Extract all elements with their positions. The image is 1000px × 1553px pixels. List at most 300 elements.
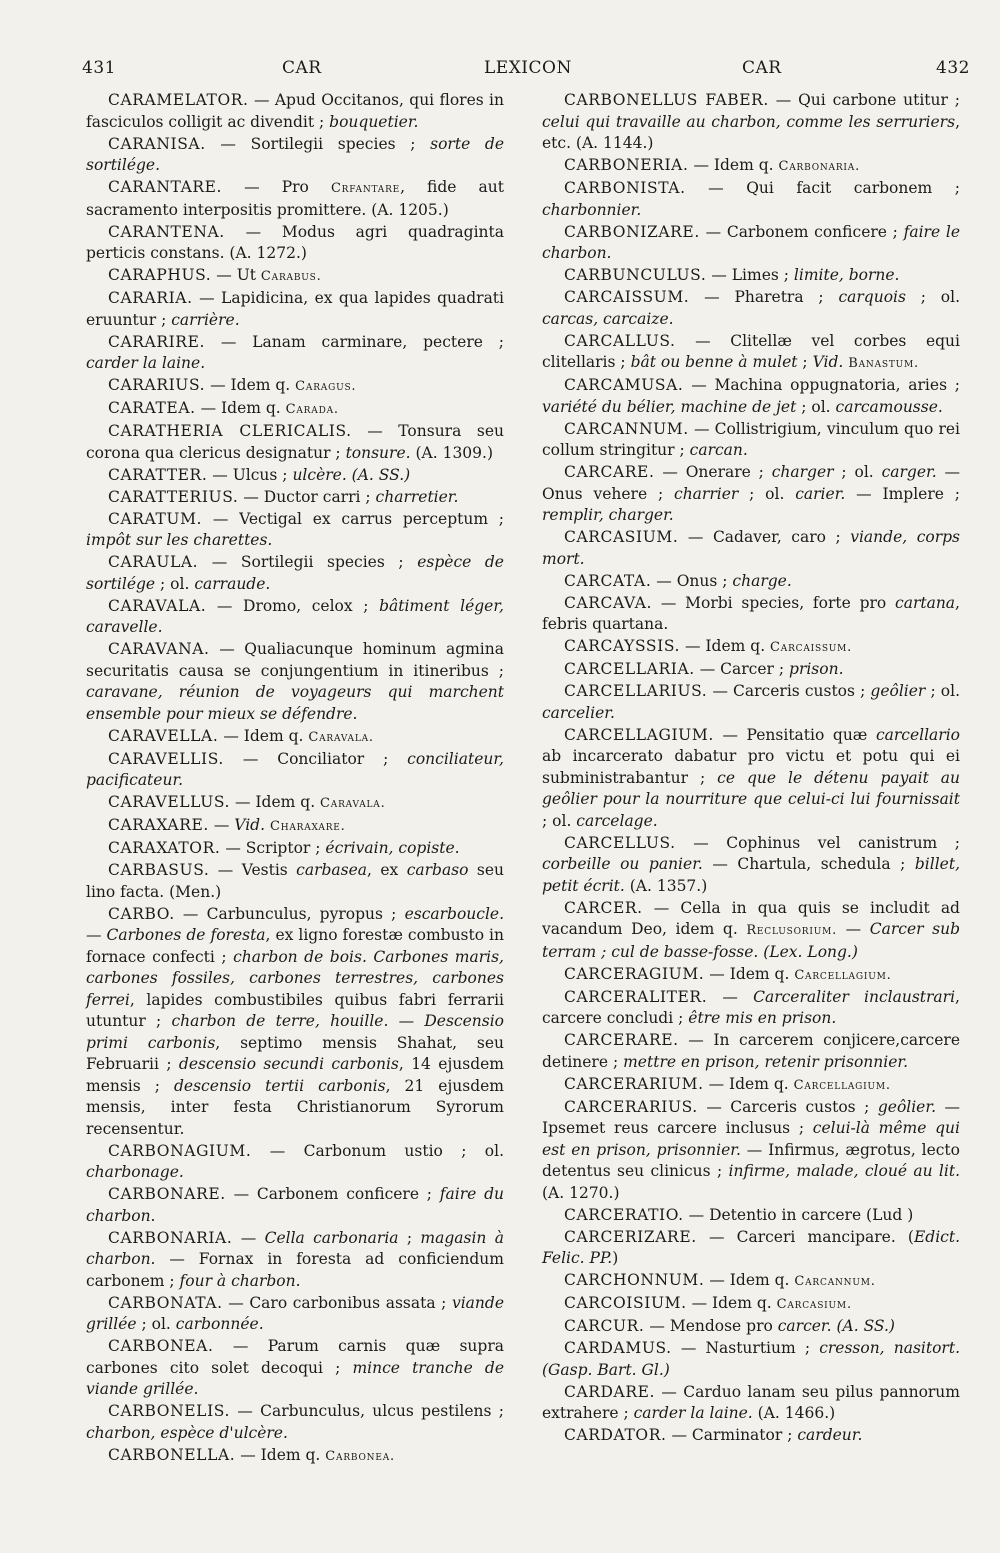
entry-headword: CARAPHUS.	[108, 266, 212, 284]
cross-reference: Carabus.	[260, 269, 322, 284]
entry-definition: — Ut	[216, 266, 261, 284]
dictionary-entry	[86, 639, 504, 725]
entry-definition: — Onus vehere ;	[542, 463, 960, 503]
entry-definition: , septimo mensis Shahat, seu Februarii ;	[86, 1033, 504, 1073]
entry-definition: — Caro carbonibus assata ;	[228, 1293, 452, 1312]
entry-headword: CARAXARE.	[108, 816, 209, 834]
entry-headword: CARARIA.	[108, 289, 193, 307]
entry-definition: — Idem q.	[200, 399, 286, 417]
entry-headword: CARAVELLUS.	[108, 793, 231, 811]
french-gloss: magasin à charbon.	[86, 1228, 504, 1268]
dictionary-entry	[542, 659, 960, 681]
entry-headword: CARBONARE.	[108, 1185, 226, 1203]
dictionary-entry	[86, 552, 504, 595]
entry-definition: — Carbunculus, pyropus ;	[182, 904, 405, 923]
entry-definition: —	[240, 1228, 265, 1247]
entry-definition: — Ductor carri ;	[243, 487, 376, 506]
french-gloss: Carceraliter inclaustrari	[753, 987, 956, 1006]
dictionary-entry	[86, 465, 504, 487]
entry-headword: CARATUM.	[108, 509, 203, 528]
dictionary-entry	[542, 987, 960, 1030]
french-gloss: charge.	[732, 571, 792, 590]
entry-definition: , febris quartana.	[542, 593, 960, 633]
french-gloss: carder la laine.	[633, 1404, 753, 1422]
entry-definition: — Qualiacunque hominum agmina securitatis causa se conjungentium in itineribus ;	[86, 640, 504, 680]
entry-definition: — Qui facit carbonem ;	[708, 179, 960, 197]
dictionary-entry	[542, 833, 960, 898]
entry-headword: CARCELLUS.	[564, 833, 676, 852]
french-gloss: Vid.	[234, 816, 266, 834]
french-gloss: descensio secundi carbonis	[178, 1055, 399, 1073]
entry-definition: — Lanam carminare, pectere ;	[220, 332, 504, 351]
entry-headword: CARANISA.	[108, 134, 206, 153]
entry-definition: — Machina oppugnatoria, aries ;	[691, 376, 960, 394]
cross-reference: Caravala.	[320, 796, 386, 811]
entry-definition: — In carcerem conjicere,carcere detinere ;	[542, 1031, 960, 1071]
entry-definition: — Limes ;	[711, 266, 794, 284]
dictionary-entry	[542, 155, 960, 178]
entry-definition: — Cophinus vel canistrum ;	[693, 833, 960, 852]
french-gloss: four à charbon.	[179, 1271, 301, 1290]
french-gloss: geôlier.	[877, 1097, 936, 1116]
entry-definition: — Idem q.	[709, 1271, 795, 1289]
french-gloss: Carcer sub terram ; cul de basse-fosse. (Lex. Long.)	[542, 920, 961, 961]
entry-definition: — Dromo, celox ;	[216, 596, 380, 615]
running-head-center: LEXICON	[484, 58, 572, 78]
entry-definition: — Tonsura seu corona qua clericus designatur ;	[86, 422, 504, 462]
entry-definition: — Carceris custos ;	[712, 682, 871, 700]
entry-headword: CARAMELATOR.	[108, 91, 249, 109]
entry-headword: CARAULA.	[108, 553, 199, 571]
entry-headword: CARCAYSSIS.	[564, 637, 681, 655]
dictionary-entry	[542, 681, 960, 724]
french-gloss: carger.	[881, 463, 937, 481]
entry-headword: CARATHERIA CLERICALIS.	[108, 422, 352, 440]
french-gloss: ce que le détenu payait au geôlier pour la nourriture que celui-ci lui fournissait	[542, 768, 960, 808]
entry-definition: — Onerare ;	[662, 463, 772, 481]
dictionary-entry	[86, 509, 504, 552]
entry-definition: — Carbonem conficere ;	[705, 222, 904, 241]
french-gloss: celui-là même qui est en prison, prisonnier.	[542, 1119, 960, 1159]
entry-headword: CARCUR.	[564, 1317, 645, 1335]
dictionary-entry	[542, 331, 960, 375]
dictionary-entry	[542, 593, 960, 636]
entry-headword: CARCERIZARE.	[564, 1227, 697, 1246]
entry-definition: — Carbonem conficere ;	[233, 1185, 440, 1203]
page-number-left: 431	[82, 58, 116, 78]
dictionary-entry	[86, 1293, 504, 1336]
dictionary-entry	[86, 1141, 504, 1184]
cross-reference: Banastum.	[848, 356, 919, 371]
entry-definition: — Sortilegii species ;	[220, 134, 431, 153]
dictionary-entry	[542, 178, 960, 221]
dictionary-entry	[542, 636, 960, 659]
entry-headword: CARCOISIUM.	[564, 1294, 687, 1312]
entry-definition: ; ol.	[155, 574, 195, 593]
french-gloss: charbon de bois. Carbones maris, carbones fossiles, carbones terrestres, carbones ferrei	[86, 947, 504, 1009]
french-gloss: prison.	[789, 660, 844, 678]
dictionary-entry	[542, 287, 960, 330]
dictionary-entry	[86, 792, 504, 815]
french-gloss: carier.	[795, 484, 846, 503]
entry-definition: —	[388, 1012, 425, 1030]
dictionary-entry	[86, 265, 504, 288]
entry-definition: (A. 1466.)	[752, 1404, 836, 1422]
dictionary-entry	[86, 1401, 504, 1444]
french-gloss: Vid.	[812, 353, 844, 371]
entry-headword: CARAXATOR.	[108, 839, 221, 857]
entry-definition: — Nasturtium ;	[680, 1339, 820, 1357]
entry-headword: CARCARE.	[564, 463, 655, 481]
dictionary-entry	[86, 134, 504, 177]
french-gloss: remplir, charger.	[542, 506, 674, 524]
dictionary-entry	[542, 90, 960, 155]
french-gloss: impôt sur les charettes.	[86, 531, 273, 549]
entry-definition: — Fornax in foresta ad conficiendum carbonem ;	[86, 1250, 504, 1290]
entry-headword: CARCERALITER.	[564, 987, 708, 1006]
entry-headword: CARBONATA.	[108, 1293, 223, 1312]
entry-definition: ; ol.	[796, 397, 836, 416]
french-gloss: carcelier.	[542, 703, 615, 722]
dictionary-entry	[542, 1074, 960, 1097]
french-gloss: être mis en prison.	[688, 1009, 837, 1027]
french-gloss: bât ou benne à mulet	[630, 353, 798, 371]
dictionary-entry	[542, 1338, 960, 1381]
entry-headword: CARBONEA.	[108, 1337, 214, 1355]
entry-headword: CARCAVA.	[564, 593, 653, 612]
entry-definition: )	[612, 1249, 619, 1267]
entry-definition: — Detentio in carcere (Lud )	[688, 1205, 914, 1224]
entry-definition: ;	[398, 1228, 421, 1247]
entry-headword: CARCERATIO.	[564, 1205, 684, 1224]
dictionary-entry	[542, 1205, 960, 1227]
entry-headword: CARAVANA.	[108, 640, 210, 658]
dictionary-entry	[542, 1097, 960, 1205]
dictionary-entry	[542, 1316, 960, 1338]
entry-headword: CARCELLAGIUM.	[564, 725, 714, 744]
dictionary-entry	[542, 1293, 960, 1316]
french-gloss: cartana	[895, 593, 956, 612]
dictionary-entry	[86, 1184, 504, 1227]
entry-definition: — Carceris custos ;	[706, 1097, 878, 1116]
dictionary-entry	[86, 1228, 504, 1293]
french-gloss: corbeille ou panier.	[542, 855, 703, 873]
french-gloss: variété du bélier, machine de jet	[542, 397, 797, 416]
dictionary-entry	[86, 487, 504, 509]
cross-reference: Caravala.	[308, 729, 374, 745]
french-gloss: bâtiment léger, caravelle.	[86, 596, 504, 636]
french-gloss: carbasea	[296, 861, 368, 879]
entry-headword: CARAVELLIS.	[108, 749, 224, 768]
entry-definition: — Carbonum ustio ; ol.	[269, 1141, 504, 1160]
french-gloss: charger	[771, 463, 834, 481]
entry-definition: — Vectigal ex carrus perceptum ;	[212, 509, 504, 528]
french-gloss: viande grillée	[86, 1293, 504, 1333]
french-gloss: charbonage.	[86, 1163, 184, 1181]
french-gloss: mettre en prison, retenir prisonnier.	[623, 1052, 909, 1071]
dictionary-entry	[542, 419, 960, 462]
cross-reference: Reclusorium.	[746, 923, 838, 938]
dictionary-entry	[86, 1336, 504, 1401]
entry-definition: — Carminator ;	[671, 1426, 798, 1444]
french-gloss: Edict. Felic. PP.	[542, 1227, 960, 1267]
french-gloss: geôlier	[870, 682, 926, 700]
french-gloss: charbon, espèce d'ulcère.	[86, 1423, 288, 1442]
entry-headword: CARCELLARIA.	[564, 660, 695, 678]
entry-headword: CARDAMUS.	[564, 1339, 672, 1357]
entry-definition: — Modus agri quadraginta perticis constans. (A. 1272.)	[86, 222, 504, 262]
french-gloss: carder la laine.	[86, 354, 206, 372]
french-gloss: charretier.	[375, 487, 459, 506]
entry-headword: CARBASUS.	[108, 861, 210, 879]
entry-definition: — Mendose pro	[649, 1317, 778, 1335]
entry-headword: CARATTERIUS.	[108, 487, 239, 506]
french-gloss: mince tranche de viande grillée.	[86, 1358, 505, 1398]
french-gloss: caravane, réunion de voyageurs qui marchent ensemble pour mieux se défendre.	[86, 683, 504, 723]
french-gloss: faire du charbon.	[86, 1185, 504, 1225]
french-gloss: infirme, malade, cloué au lit.	[728, 1162, 960, 1180]
entry-headword: CARCAMUSA.	[564, 376, 684, 394]
dictionary-entry	[86, 904, 504, 1141]
cross-reference: Crfantare	[330, 181, 401, 196]
french-gloss: Cella carbonaria	[264, 1228, 399, 1247]
cross-reference: Carbonaria.	[778, 159, 861, 174]
entry-definition: , etc. (A. 1144.)	[542, 112, 960, 152]
dictionary-entry	[86, 860, 504, 903]
running-head-right: CAR	[742, 58, 782, 78]
entry-headword: CARBONAGIUM.	[108, 1141, 252, 1160]
french-gloss: celui qui travaille au charbon, comme les serruriers	[542, 112, 956, 131]
dictionary-entry	[86, 222, 504, 265]
dictionary-entry	[86, 332, 504, 375]
cross-reference: Caragus.	[295, 379, 357, 394]
entry-definition: — Pensitatio quæ	[722, 725, 876, 744]
french-gloss: billet, petit écrit.	[542, 855, 960, 895]
dictionary-entry	[542, 1227, 960, 1270]
french-gloss: tonsure.	[345, 443, 411, 462]
dictionary-entry	[86, 596, 504, 639]
entry-headword: CARDARE.	[564, 1382, 656, 1401]
dictionary-entry	[86, 288, 504, 331]
entry-headword: CARBONELIS.	[108, 1402, 230, 1420]
dictionary-entry	[86, 838, 504, 860]
entry-definition: — Chartula, schedula ;	[702, 855, 915, 873]
entry-headword: CARBONISTA.	[564, 179, 686, 197]
entry-headword: CARAVELLA.	[108, 726, 219, 745]
entry-headword: CARBONIZARE.	[564, 222, 700, 241]
cross-reference: Carcellagium.	[794, 967, 892, 983]
dictionary-entry	[542, 527, 960, 570]
entry-definition: — Onus ;	[656, 571, 733, 590]
entry-definition: — Idem q.	[709, 964, 795, 983]
entry-definition: — Conciliator ;	[242, 749, 408, 768]
entry-definition: — Apud Occitanos, qui flores in fasciculos colligit ac divendit ;	[86, 91, 504, 131]
entry-headword: CARCERAGIUM.	[564, 964, 705, 983]
entry-definition: — Sortilegii species ;	[211, 553, 418, 571]
french-gloss: Descensio primi carbonis	[86, 1012, 505, 1052]
entry-definition: — Idem q.	[708, 1074, 794, 1093]
dictionary-entry	[542, 222, 960, 265]
entry-definition: ; ol.	[905, 288, 961, 306]
dictionary-entry	[542, 265, 960, 287]
french-gloss: carcellario	[875, 725, 960, 744]
entry-definition: — Idem q.	[685, 637, 771, 655]
french-gloss: charbonnier.	[542, 200, 642, 219]
entry-definition: — Idem q.	[223, 726, 309, 745]
entry-definition: — Scriptor ;	[225, 839, 326, 857]
entry-definition: — Parum carnis quæ supra carbones cito solet decoqui ;	[86, 1337, 504, 1377]
dictionary-entry	[86, 421, 504, 464]
entry-headword: CARBONERIA.	[564, 156, 689, 174]
entry-definition: —	[722, 987, 754, 1006]
entry-headword: CARCERARIUM.	[564, 1074, 704, 1093]
entry-definition: , 14 ejusdem mensis ;	[86, 1055, 504, 1095]
entry-definition: — Pro	[244, 178, 331, 196]
entry-headword: CARANTARE.	[108, 178, 223, 196]
entry-headword: CARCAISSUM.	[564, 288, 690, 306]
entry-headword: CARBONELLUS FABER.	[564, 91, 769, 109]
dictionary-entry	[542, 1425, 960, 1447]
right-column	[542, 90, 960, 1447]
cross-reference: Carcellagium.	[793, 1077, 891, 1093]
entry-definition: — Pharetra ;	[704, 288, 839, 306]
entry-headword: CARATTER.	[108, 465, 208, 484]
entry-definition: ; ol.	[833, 463, 882, 481]
dictionary-entry	[86, 749, 504, 792]
dictionary-entry	[86, 90, 504, 133]
entry-definition: (A. 1270.)	[542, 1183, 620, 1202]
entry-definition: , ex ligno forestæ combusto in fornace confecti ;	[86, 926, 504, 966]
entry-headword: CARCERARE.	[564, 1031, 679, 1049]
entry-definition: , lapides combustibiles quibus fabri ferrarii utuntur ;	[86, 990, 504, 1030]
french-gloss: écrivain, copiste.	[325, 839, 460, 857]
entry-definition: — Ipsemet reus carcere inclusus ;	[542, 1097, 960, 1137]
entry-definition: , 21 ejusdem mensis, inter festa Christianorum Syrorum recensentur.	[86, 1076, 504, 1138]
entry-definition: — Idem q.	[240, 1445, 326, 1464]
entry-headword: CARATEA.	[108, 399, 196, 417]
entry-headword: CARCERARIUS.	[564, 1097, 698, 1116]
french-gloss: carcan.	[689, 441, 748, 459]
entry-headword: CARCATA.	[564, 571, 652, 590]
entry-definition: (A. 1357.)	[624, 876, 708, 895]
french-gloss: charbon de terre, houille.	[171, 1012, 389, 1030]
dictionary-entry	[86, 398, 504, 421]
entry-definition: ; ol.	[136, 1315, 176, 1333]
dictionary-entry	[542, 375, 960, 418]
dictionary-entry	[86, 375, 504, 398]
dictionary-entry	[86, 177, 504, 221]
entry-headword: CARAVALA.	[108, 596, 207, 615]
dictionary-entry	[542, 1270, 960, 1293]
french-gloss: carcer. (A. SS.)	[777, 1317, 895, 1335]
entry-headword: CARCELLARIUS.	[564, 682, 708, 700]
entry-definition: — Carbunculus, ulcus pestilens ;	[237, 1402, 504, 1420]
french-gloss: sorte de sortilége.	[86, 134, 504, 174]
french-gloss: carcamousse.	[835, 397, 943, 416]
entry-definition: , carcere concludi ;	[542, 987, 960, 1027]
entry-definition: — Idem q.	[691, 1294, 777, 1312]
french-gloss: carraude.	[194, 574, 271, 593]
entry-definition: seu lino facta. (Men.)	[86, 861, 504, 901]
entry-definition: ;	[797, 353, 813, 371]
entry-definition: — Implere ;	[845, 484, 960, 503]
entry-definition: — Idem q.	[235, 793, 321, 811]
dictionary-entry	[542, 725, 960, 833]
entry-definition: ; ol.	[925, 682, 960, 700]
dictionary-entry	[542, 898, 960, 964]
entry-definition: (A. 1309.)	[410, 443, 494, 462]
entry-headword: CARBONELLA.	[108, 1445, 236, 1464]
cross-reference: Carbonea.	[325, 1448, 395, 1464]
entry-headword: CARCALLUS.	[564, 331, 676, 350]
entry-definition: — Infirmus, ægrotus, lecto detentus seu clinicus ;	[542, 1140, 960, 1180]
entry-definition: , fide aut sacramento interpositis promittere. (A. 1205.)	[86, 178, 504, 219]
entry-definition: — Morbi species, forte pro	[660, 593, 896, 612]
entry-definition: — Vestis	[217, 861, 297, 879]
entry-headword: CARBONARIA.	[108, 1228, 233, 1247]
entry-headword: CARCASIUM.	[564, 528, 679, 546]
entry-headword: CARCANNUM.	[564, 419, 689, 438]
entry-headword: CARBUNCULUS.	[564, 266, 707, 284]
french-gloss: carcas, carcaize.	[542, 309, 674, 328]
cross-reference: Charaxare.	[269, 819, 346, 834]
dictionary-entry	[542, 571, 960, 593]
french-gloss: viande, corps mort.	[542, 528, 960, 568]
dictionary-entry	[86, 726, 504, 749]
entry-headword: CARARIUS.	[108, 376, 206, 394]
dictionary-entry	[542, 462, 960, 527]
entry-definition: —	[837, 920, 870, 938]
entry-definition: — Carceri mancipare. (	[708, 1227, 914, 1246]
cross-reference: Carcasium.	[776, 1297, 852, 1312]
entry-definition: — Cella in qua quis se includit ad vacandum Deo, idem q.	[542, 898, 960, 938]
cross-reference: Carcaissum.	[770, 640, 853, 655]
french-gloss: cresson, nasitort. (Gasp. Bart. Gl.)	[542, 1339, 960, 1379]
left-column	[86, 90, 504, 1468]
cross-reference: Carcannum.	[794, 1274, 876, 1289]
entry-definition: ; ol.	[542, 811, 577, 830]
french-gloss: escarboucle. — Carbones de foresta	[86, 904, 504, 944]
french-gloss: bouquetier.	[329, 112, 419, 131]
entry-headword: CARCER.	[564, 898, 643, 917]
entry-definition: — Collistrigium, vinculum quo rei collum stringitur ;	[542, 419, 960, 459]
entry-headword: CARANTENA.	[108, 222, 225, 241]
entry-definition: — Qui carbone utitur ;	[775, 91, 960, 109]
entry-definition: —	[213, 816, 235, 834]
entry-definition: — Clitellæ vel corbes equi clitellaris ;	[542, 331, 960, 371]
dictionary-entry	[542, 964, 960, 987]
entry-definition: — Idem q.	[693, 156, 779, 174]
cross-reference: Carada.	[285, 402, 339, 417]
french-gloss: charrier	[674, 484, 739, 503]
french-gloss: carcelage.	[576, 811, 658, 830]
entry-definition: ab incarcerato dabatur pro victu et potu qui ei subministrabantur ;	[542, 747, 960, 787]
entry-headword: CARCHONNUM.	[564, 1271, 705, 1289]
french-gloss: carbonnée.	[175, 1315, 264, 1333]
french-gloss: cardeur.	[797, 1426, 863, 1444]
french-gloss: carbaso	[406, 861, 469, 879]
french-gloss: faire le charbon.	[542, 222, 960, 262]
french-gloss: espèce de sortilége	[86, 553, 504, 593]
running-head-left: CAR	[282, 58, 322, 78]
entry-definition: — Carcer ;	[699, 660, 790, 678]
entry-headword: CARBO.	[108, 904, 175, 923]
french-gloss: limite, borne.	[793, 266, 900, 284]
dictionary-entry	[86, 1445, 504, 1468]
page-number-right: 432	[936, 58, 970, 78]
dictionary-entry	[542, 1030, 960, 1073]
entry-definition: — Ulcus ;	[212, 465, 293, 484]
